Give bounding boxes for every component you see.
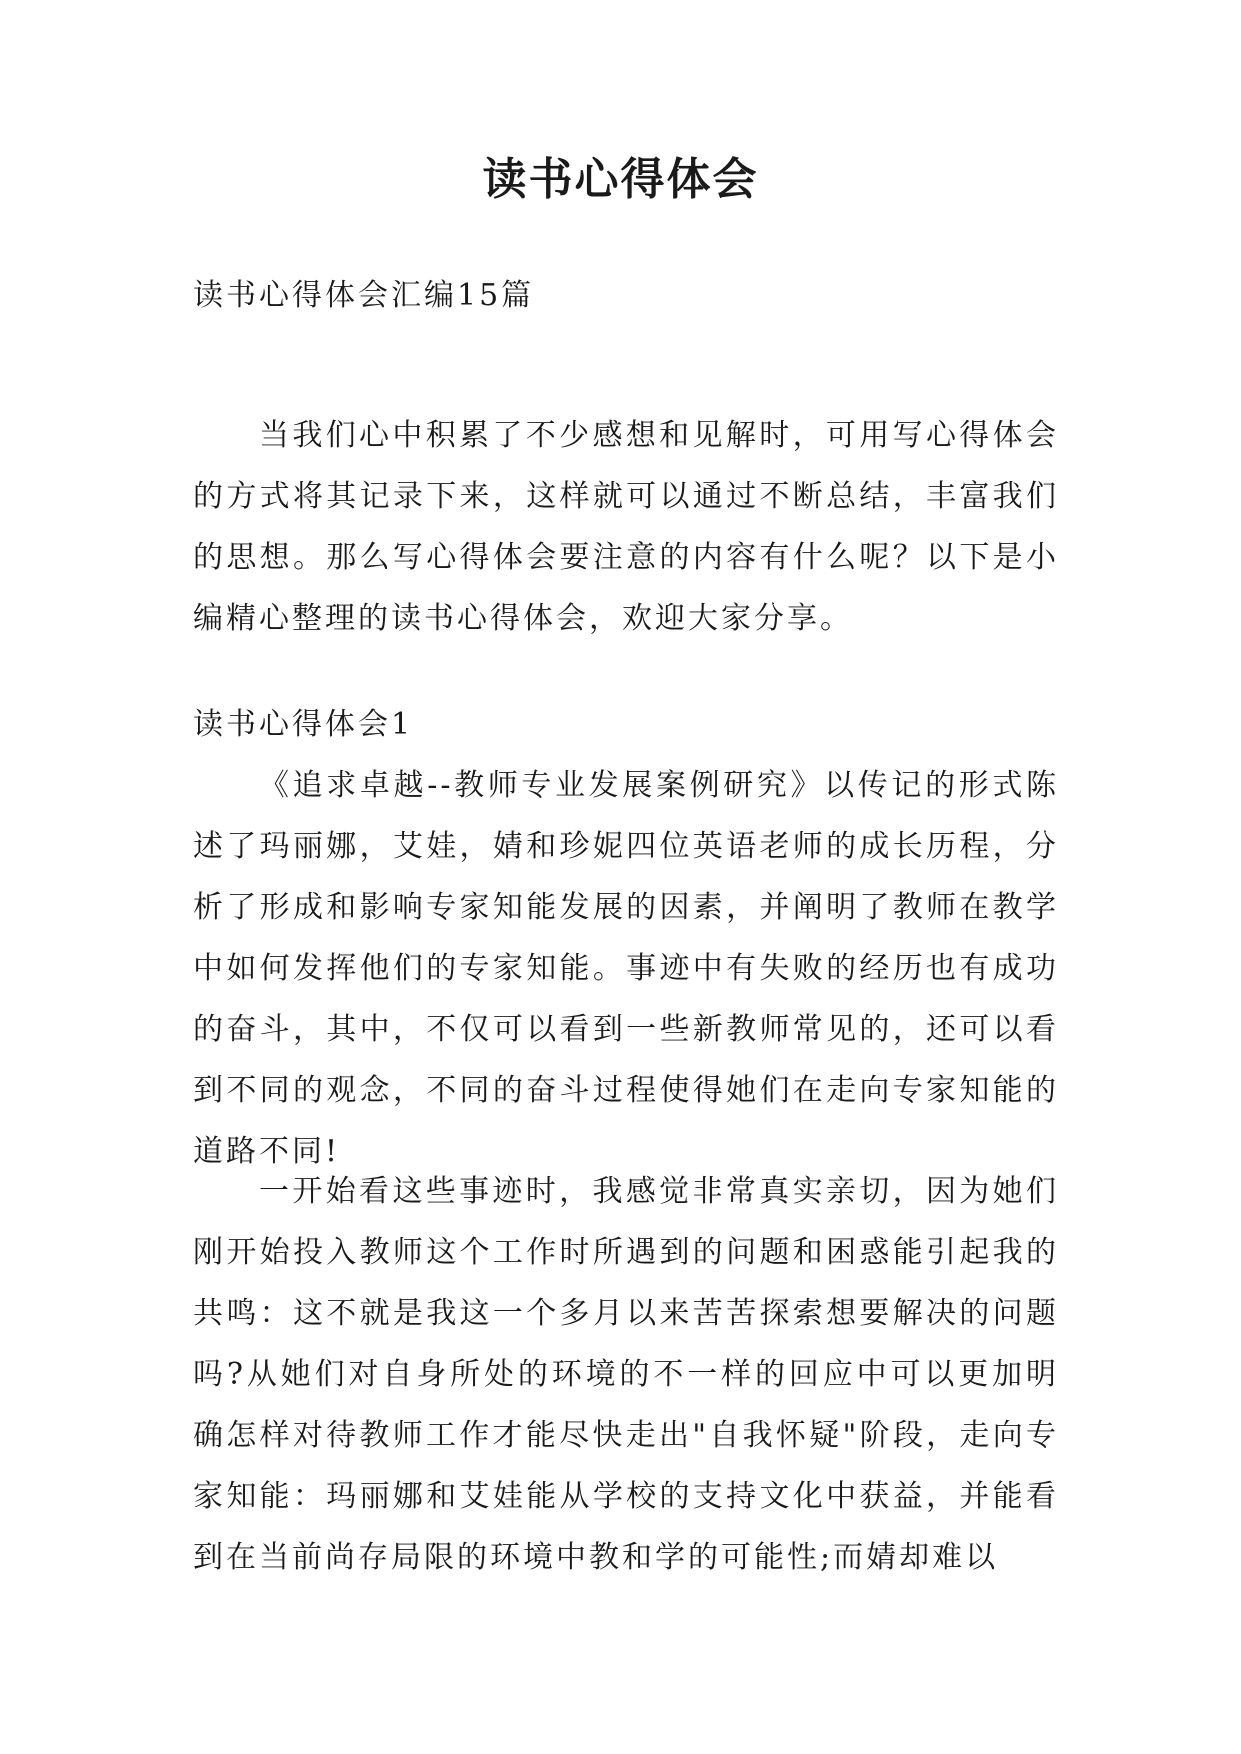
body-paragraph: 《追求卓越--教师专业发展案例研究》以传记的形式陈述了玛丽娜，艾娃，婧和珍妮四位英语老师的成长历程，分析了形成和影响专家知能发展的因素，并阐明了教师在教学中如何发挥他们的专家知能。事迹中有失败的经历也有成功的奋斗，其中，不仅可以看到一些新教师常见的，还可以看到不同的观念，不同的奋斗过程使得她们在走向专家知能的道路不同! xyxy=(193,768,1059,1169)
document-title: 读书心得体会 xyxy=(482,154,759,205)
body-paragraph: 一开始看这些事迹时，我感觉非常真实亲切，因为她们刚开始投入教师这个工作时所遇到的问题和困惑能引起我的共鸣：这不就是我这一个多月以来苦苦探索想要解决的问题吗?从她们对自身所处的环境的不一样的回应中可以更加明确怎样对待教师工作才能尽快走出"自我怀疑"阶段，走向专家知能：玛丽娜和艾娃能从学校的支持文化中获益，并能看到在当前尚存局限的环境中教和学的可能性;而婧却难以 xyxy=(193,1174,1059,1575)
document-subtitle: 读书心得体会汇编15篇 xyxy=(193,278,535,313)
section-heading: 读书心得体会1 xyxy=(193,707,414,742)
intro-paragraph: 当我们心中积累了不少感想和见解时，可用写心得体会的方式将其记录下来，这样就可以通过不断总结，丰富我们的思想。那么写心得体会要注意的内容有什么呢？以下是小编精心整理的读书心得体会，欢迎大家分享。 xyxy=(193,418,1059,636)
